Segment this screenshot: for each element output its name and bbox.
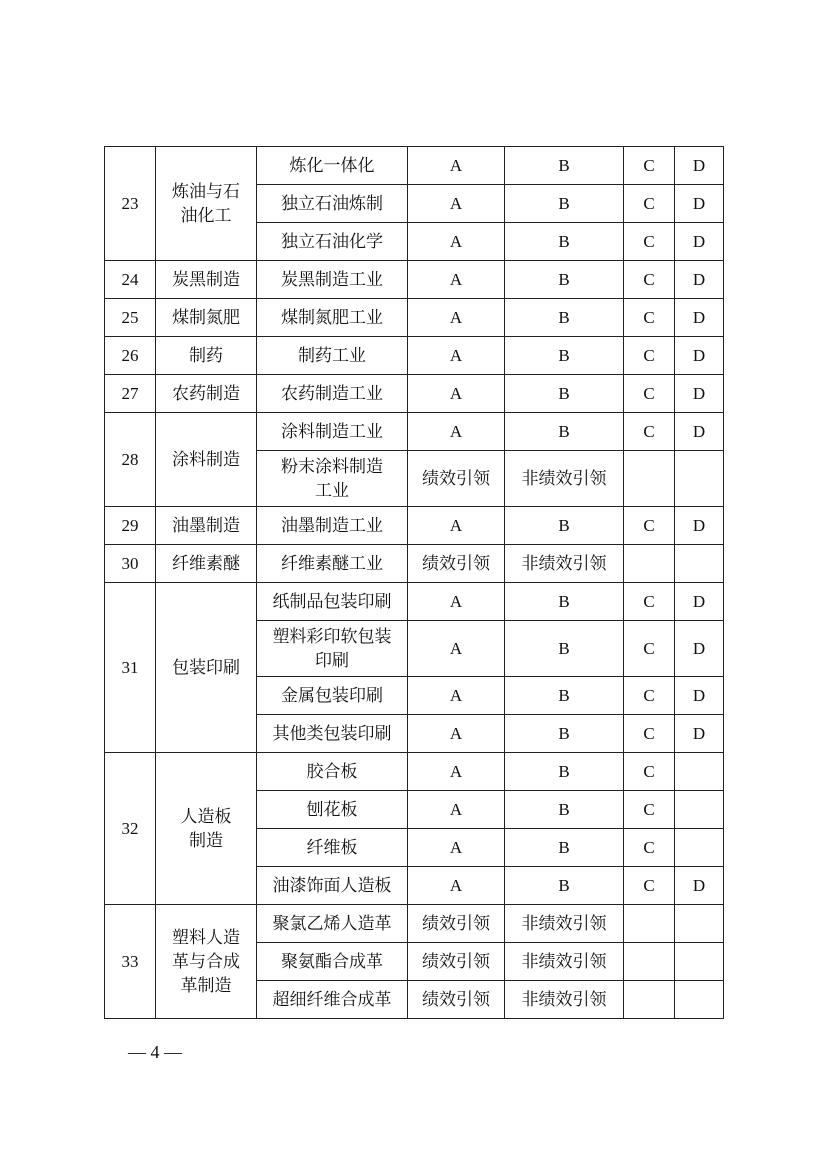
sub-industry: 聚氨酯合成革 [257,943,408,981]
grade-cell-b: 非绩效引领 [505,451,624,507]
sub-industry: 其他类包装印刷 [257,715,408,753]
grade-cell-a: A [408,583,505,621]
grade-cell-a: A [408,715,505,753]
grade-cell-d: D [675,413,724,451]
table-row [105,413,724,451]
grade-cell-b: 非绩效引领 [505,981,624,1019]
table-row [105,905,724,943]
industry-category: 油墨制造 [156,507,257,545]
grade-cell-a: A [408,829,505,867]
grade-cell-b: B [505,507,624,545]
grade-cell-a: A [408,677,505,715]
grade-cell-c: C [624,413,675,451]
sub-industry: 纤维板 [257,829,408,867]
grade-cell-d [675,943,724,981]
sub-industry: 煤制氮肥工业 [257,299,408,337]
grade-cell-a: A [408,223,505,261]
table-row [105,147,724,185]
sub-industry: 农药制造工业 [257,375,408,413]
sub-industry: 胶合板 [257,753,408,791]
grade-cell-c: C [624,753,675,791]
industry-category: 农药制造 [156,375,257,413]
grade-cell-c: C [624,507,675,545]
sub-industry: 金属包装印刷 [257,677,408,715]
grade-cell-a: 绩效引领 [408,981,505,1019]
table-row [105,375,724,413]
grade-cell-b: B [505,715,624,753]
grade-cell-c: C [624,375,675,413]
grade-cell-b: B [505,621,624,677]
grade-cell-c: C [624,223,675,261]
row-number: 24 [105,261,156,299]
row-number: 32 [105,753,156,905]
table-row [105,753,724,791]
sub-industry: 独立石油炼制 [257,185,408,223]
industry-category: 人造板 制造 [156,753,257,905]
sub-industry: 独立石油化学 [257,223,408,261]
grade-cell-d [675,905,724,943]
grade-cell-c: C [624,677,675,715]
grade-cell-b: B [505,583,624,621]
grade-cell-a: A [408,299,505,337]
grade-cell-d [675,545,724,583]
table-row [105,545,724,583]
grade-cell-a: A [408,791,505,829]
row-number: 25 [105,299,156,337]
grade-cell-b: B [505,223,624,261]
grade-cell-c [624,943,675,981]
grade-cell-c: C [624,715,675,753]
row-number: 26 [105,337,156,375]
grade-cell-a: 绩效引领 [408,545,505,583]
grade-cell-a: A [408,753,505,791]
grade-cell-d: D [675,621,724,677]
table-row [105,507,724,545]
row-number: 33 [105,905,156,1019]
grade-cell-d [675,451,724,507]
grade-cell-a: A [408,413,505,451]
grade-cell-c: C [624,867,675,905]
grade-cell-d: D [675,677,724,715]
grade-cell-a: A [408,621,505,677]
grade-cell-b: B [505,375,624,413]
sub-industry: 炼化一体化 [257,147,408,185]
grade-cell-a: 绩效引领 [408,943,505,981]
row-number: 31 [105,583,156,753]
grade-cell-d: D [675,507,724,545]
industry-category: 制药 [156,337,257,375]
page-number: — 4 — [128,1042,182,1062]
sub-industry: 聚氯乙烯人造革 [257,905,408,943]
grading-table [104,146,724,1019]
grade-cell-a: A [408,337,505,375]
grade-cell-a: 绩效引领 [408,451,505,507]
row-number: 30 [105,545,156,583]
row-number: 27 [105,375,156,413]
grade-cell-b: 非绩效引领 [505,943,624,981]
industry-category: 涂料制造 [156,413,257,507]
grade-cell-b: B [505,753,624,791]
industry-category: 塑料人造 革与合成 革制造 [156,905,257,1019]
sub-industry: 纸制品包装印刷 [257,583,408,621]
grade-cell-a: A [408,261,505,299]
sub-industry: 炭黑制造工业 [257,261,408,299]
grade-cell-b: B [505,261,624,299]
grade-cell-b: B [505,337,624,375]
sub-industry: 制药工业 [257,337,408,375]
grade-cell-d: D [675,337,724,375]
grade-cell-d: D [675,185,724,223]
row-number: 29 [105,507,156,545]
sub-industry: 粉末涂料制造 工业 [257,451,408,507]
grade-cell-d: D [675,715,724,753]
grade-cell-d: D [675,299,724,337]
grade-cell-b: B [505,185,624,223]
grade-cell-a: A [408,867,505,905]
grade-cell-b: B [505,677,624,715]
grade-cell-d: D [675,375,724,413]
grade-cell-b: B [505,829,624,867]
industry-category: 包装印刷 [156,583,257,753]
row-number: 23 [105,147,156,261]
industry-category: 炭黑制造 [156,261,257,299]
grade-cell-d [675,791,724,829]
grade-cell-c: C [624,261,675,299]
grade-cell-a: 绩效引领 [408,905,505,943]
sub-industry: 油墨制造工业 [257,507,408,545]
table-row [105,583,724,621]
grade-cell-c: C [624,147,675,185]
industry-category: 煤制氮肥 [156,299,257,337]
grade-cell-c: C [624,583,675,621]
table-row [105,261,724,299]
grade-cell-b: B [505,791,624,829]
grade-cell-c [624,981,675,1019]
grade-cell-c: C [624,337,675,375]
grade-cell-d [675,981,724,1019]
table-row [105,299,724,337]
grade-cell-a: A [408,375,505,413]
sub-industry: 油漆饰面人造板 [257,867,408,905]
sub-industry: 纤维素醚工业 [257,545,408,583]
grade-cell-b: B [505,867,624,905]
grade-cell-c: C [624,829,675,867]
sub-industry: 超细纤维合成革 [257,981,408,1019]
grade-cell-c: C [624,299,675,337]
industry-category: 炼油与石 油化工 [156,147,257,261]
grade-cell-d [675,829,724,867]
grade-cell-c [624,905,675,943]
sub-industry: 涂料制造工业 [257,413,408,451]
grade-cell-d: D [675,867,724,905]
grade-cell-c: C [624,791,675,829]
grade-cell-b: B [505,147,624,185]
grade-cell-c [624,545,675,583]
sub-industry: 塑料彩印软包装 印刷 [257,621,408,677]
row-number: 28 [105,413,156,507]
grade-cell-c [624,451,675,507]
sub-industry: 刨花板 [257,791,408,829]
grade-cell-d: D [675,147,724,185]
grade-cell-b: 非绩效引领 [505,905,624,943]
grade-cell-d: D [675,583,724,621]
grade-cell-a: A [408,507,505,545]
industry-category: 纤维素醚 [156,545,257,583]
grade-cell-c: C [624,621,675,677]
grade-cell-c: C [624,185,675,223]
table-row [105,337,724,375]
grade-cell-b: B [505,299,624,337]
grade-cell-d: D [675,261,724,299]
grade-cell-d: D [675,223,724,261]
grade-cell-a: A [408,185,505,223]
grade-cell-b: B [505,413,624,451]
grade-cell-b: 非绩效引领 [505,545,624,583]
grade-cell-d [675,753,724,791]
grade-cell-a: A [408,147,505,185]
